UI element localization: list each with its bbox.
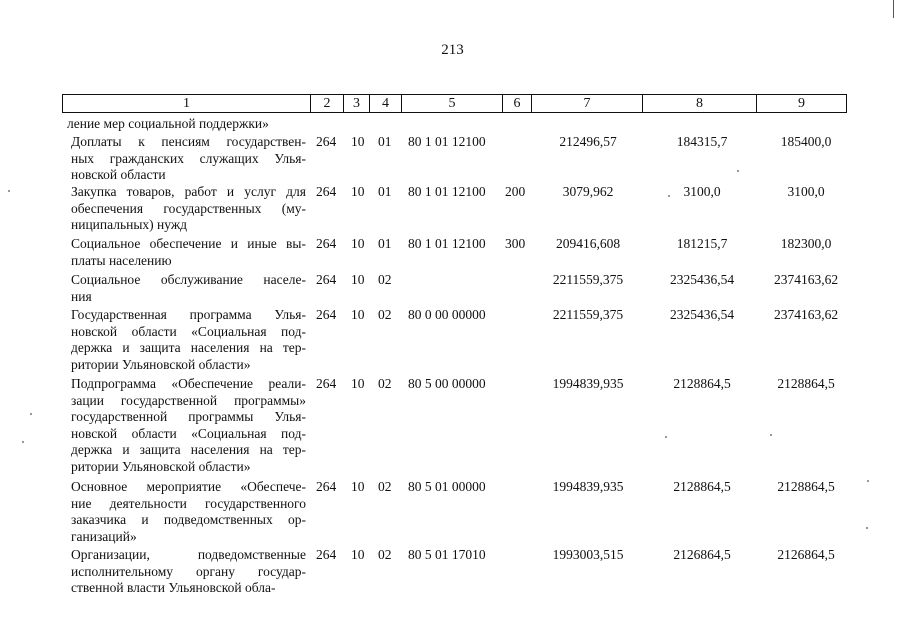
row-description bbox=[67, 116, 302, 133]
cell-col-4: 02 bbox=[378, 307, 392, 322]
description-line: ственной власти Ульяновской обла- bbox=[71, 580, 276, 595]
scan-speck bbox=[668, 195, 670, 197]
cell-col-4: 02 bbox=[378, 272, 392, 287]
cell-col-9: 2128864,5 bbox=[777, 479, 835, 494]
description-line: ние деятельности государственного bbox=[71, 495, 306, 511]
description-line: новской области «Социальная под- bbox=[71, 323, 306, 339]
description-line: Закупка товаров, работ и услуг для bbox=[71, 184, 306, 199]
description-line: Подпрограмма «Обеспечение реали- bbox=[71, 376, 306, 391]
cell-col-2: 264 bbox=[316, 184, 337, 199]
cell-col-7: 1994839,935 bbox=[552, 479, 624, 494]
cell-col-7: 1994839,935 bbox=[552, 376, 624, 391]
description-line: обеспечения государственных (му- bbox=[71, 200, 306, 216]
header-col-9: 9 bbox=[756, 95, 846, 112]
description-line: Государственная программа Улья- bbox=[71, 307, 306, 322]
cell-col-7: 209416,608 bbox=[555, 236, 621, 251]
cell-col-3: 10 bbox=[351, 272, 365, 287]
cell-col-9: 2128864,5 bbox=[777, 376, 835, 391]
description-line: исполнительному органу государ- bbox=[71, 563, 306, 579]
description-line: ниципальных) нужд bbox=[71, 217, 188, 232]
description-line: ных гражданских служащих Улья- bbox=[71, 150, 306, 166]
cell-col-9: 2126864,5 bbox=[777, 547, 835, 562]
cell-col-5: 80 1 01 12100 bbox=[408, 236, 486, 251]
cell-col-2: 264 bbox=[316, 376, 337, 391]
description-line: заказчика и подведомственных ор- bbox=[71, 512, 306, 527]
cell-col-4: 02 bbox=[378, 479, 392, 494]
description-line: ритории Ульяновской области» bbox=[71, 356, 251, 372]
cell-col-2: 264 bbox=[316, 134, 337, 149]
cell-col-8: 2325436,54 bbox=[669, 307, 735, 322]
header-col-1: 1 bbox=[183, 96, 190, 111]
cell-col-8: 181215,7 bbox=[676, 236, 728, 251]
cell-col-5: 80 1 01 12100 bbox=[408, 184, 486, 199]
row-description bbox=[71, 184, 306, 234]
cell-col-3: 10 bbox=[351, 236, 365, 251]
cell-col-5: 80 5 00 00000 bbox=[408, 376, 486, 391]
scan-speck bbox=[866, 527, 868, 529]
header-col-8: 8 bbox=[642, 95, 756, 112]
cell-col-8: 184315,7 bbox=[676, 134, 728, 149]
scan-speck bbox=[665, 436, 667, 438]
description-line: Социальное обслуживание населе- bbox=[71, 272, 306, 287]
row-description bbox=[71, 479, 306, 545]
scan-speck bbox=[22, 441, 24, 443]
cell-col-2: 264 bbox=[316, 272, 337, 287]
cell-col-6: 200 bbox=[505, 184, 526, 199]
scan-speck bbox=[770, 434, 772, 436]
cell-col-9: 182300,0 bbox=[780, 236, 832, 251]
row-description bbox=[71, 272, 306, 305]
cell-col-3: 10 bbox=[351, 307, 365, 322]
header-col-5: 5 bbox=[401, 95, 502, 112]
header-col-2: 2 bbox=[310, 95, 343, 112]
description-line: новской области «Социальная под- bbox=[71, 425, 306, 441]
cell-col-4: 02 bbox=[378, 547, 392, 562]
cell-col-9: 185400,0 bbox=[780, 134, 832, 149]
cell-col-8: 2128864,5 bbox=[673, 376, 731, 391]
cell-col-7: 1993003,515 bbox=[552, 547, 624, 562]
scan-speck bbox=[737, 170, 739, 172]
header-col-6: 6 bbox=[502, 95, 531, 112]
description-line: государственной программы Улья- bbox=[71, 409, 306, 424]
cell-col-2: 264 bbox=[316, 547, 337, 562]
cell-col-5: 80 5 01 00000 bbox=[408, 479, 486, 494]
scan-edge-mark bbox=[893, 0, 894, 18]
cell-col-9: 3100,0 bbox=[787, 184, 825, 199]
description-line: ление мер социальной поддержки» bbox=[67, 116, 269, 131]
description-line: новской области bbox=[71, 167, 166, 182]
cell-col-4: 01 bbox=[378, 236, 392, 251]
description-line: держка и защита населения на тер- bbox=[71, 340, 306, 355]
description-line: платы населению bbox=[71, 252, 172, 268]
cell-col-7: 2211559,375 bbox=[552, 307, 624, 322]
description-line: ганизаций» bbox=[71, 528, 137, 544]
cell-col-5: 80 1 01 12100 bbox=[408, 134, 486, 149]
cell-col-7: 212496,57 bbox=[559, 134, 617, 149]
description-line: Основное мероприятие «Обеспече- bbox=[71, 479, 306, 494]
cell-col-3: 10 bbox=[351, 376, 365, 391]
row-description bbox=[71, 236, 306, 269]
cell-col-8: 2325436,54 bbox=[669, 272, 735, 287]
description-line: Организации, подведомственные bbox=[71, 547, 306, 562]
cell-col-3: 10 bbox=[351, 479, 365, 494]
description-line: ритории Ульяновской области» bbox=[71, 458, 251, 474]
table-header bbox=[62, 94, 847, 113]
cell-col-6: 300 bbox=[505, 236, 526, 251]
row-description bbox=[71, 134, 306, 184]
description-line: держка и защита населения на тер- bbox=[71, 442, 306, 457]
description-line: зации государственной программы» bbox=[71, 392, 306, 408]
header-col-7: 7 bbox=[531, 95, 642, 112]
header-col-3: 3 bbox=[343, 95, 369, 112]
row-description bbox=[71, 307, 306, 373]
cell-col-3: 10 bbox=[351, 184, 365, 199]
cell-col-2: 264 bbox=[316, 307, 337, 322]
cell-col-7: 3079,962 bbox=[562, 184, 614, 199]
scan-speck bbox=[30, 413, 32, 415]
cell-col-2: 264 bbox=[316, 479, 337, 494]
description-line: Социальное обеспечение и иные вы- bbox=[71, 236, 306, 251]
cell-col-9: 2374163,62 bbox=[773, 272, 839, 287]
cell-col-3: 10 bbox=[351, 547, 365, 562]
header-col-4: 4 bbox=[369, 95, 401, 112]
cell-col-4: 01 bbox=[378, 134, 392, 149]
cell-col-2: 264 bbox=[316, 236, 337, 251]
cell-col-5: 80 5 01 17010 bbox=[408, 547, 486, 562]
row-description bbox=[71, 376, 306, 475]
cell-col-8: 3100,0 bbox=[683, 184, 721, 199]
cell-col-4: 02 bbox=[378, 376, 392, 391]
description-line: ния bbox=[71, 288, 92, 304]
cell-col-5: 80 0 00 00000 bbox=[408, 307, 486, 322]
scan-speck bbox=[8, 190, 10, 192]
cell-col-8: 2128864,5 bbox=[673, 479, 731, 494]
cell-col-4: 01 bbox=[378, 184, 392, 199]
page-number: 213 bbox=[441, 42, 464, 58]
row-description bbox=[71, 547, 306, 597]
cell-col-9: 2374163,62 bbox=[773, 307, 839, 322]
description-line: Доплаты к пенсиям государствен- bbox=[71, 134, 306, 149]
cell-col-7: 2211559,375 bbox=[552, 272, 624, 287]
cell-col-8: 2126864,5 bbox=[673, 547, 731, 562]
scan-speck bbox=[867, 480, 869, 482]
cell-col-3: 10 bbox=[351, 134, 365, 149]
